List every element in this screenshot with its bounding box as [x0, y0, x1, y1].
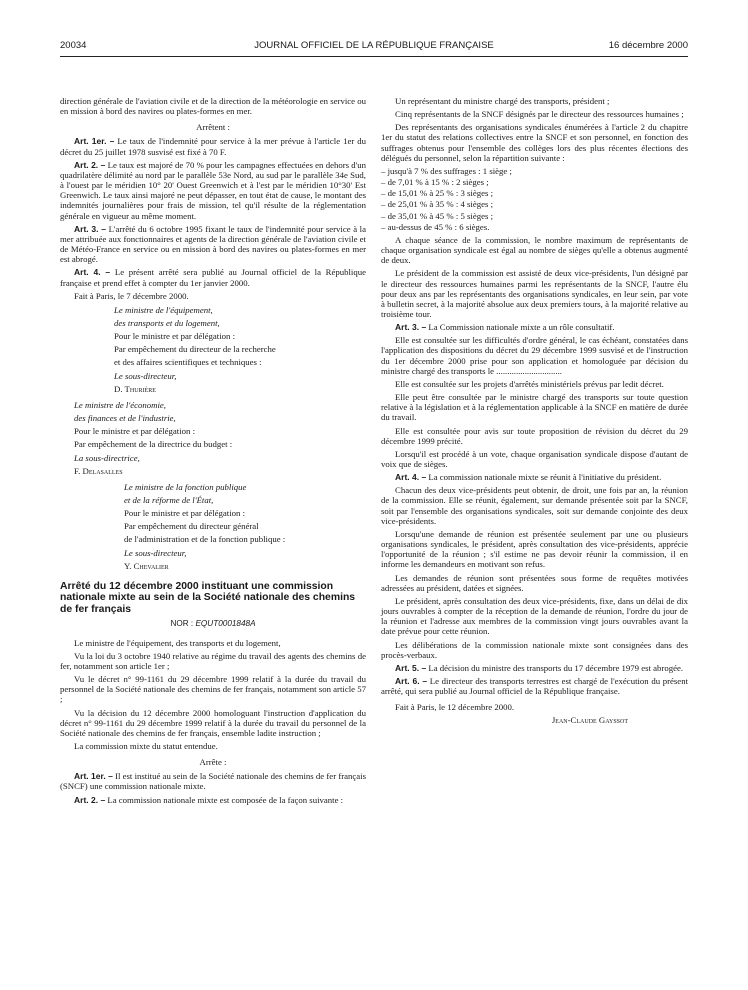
- signatory-name: F. Delasalles: [74, 465, 123, 476]
- composition-president: Un représentant du ministre chargé des transports, président ;: [395, 96, 610, 106]
- decree-article-2: Art. 2. – La commission nationale mixte est composée de la façon suivante :: [74, 794, 344, 805]
- article-2: Art. 2. – Le taux est majoré de 70 % pour les campagnes effectuées en dehors d'un quadrilatère délimité au nord par le parallèle 53e Nord, au sud par le parallèle 34e Sud, à l'ouest par le méridien 10° 20' Ouest Greenwich et à l'est par le méridien 10°30' Est Greenwich. Le taux ainsi majoré ne peut dépasser, en tout état de cause, le montant des indemnités journalières pour frais de mission, tel qu'il résulte de la réglementation générale en vigueur au même moment.: [60, 159, 367, 221]
- decree-article-4: Art. 4. – La commission nationale mixte se réunit à l'initiative du président.: [395, 472, 662, 483]
- visa-loi: Vu la loi du 3 octobre 1940 relative au régime du travail des agents des chemins de fer, notamment son article 1er ;: [60, 650, 366, 671]
- journal-title: JOURNAL OFFICIEL DE LA RÉPUBLIQUE FRANÇAISE: [254, 40, 494, 51]
- decree-article-6: Art. 6. – Le directeur des transports terrestres est chargé de l'exécution du présent arrêté, qui sera publié au Journal officiel de la République française.: [381, 675, 688, 697]
- signature-block-3: Le ministre de la fonction publique et de la réforme de l'État, Pour le ministre et par délégation : Par empêchement du directeur général de l'administration et de la fonction publique : Le sous-directeur, Y. Chevalier: [110, 482, 366, 571]
- article-3: Art. 3. – L'arrêté du 6 octobre 1995 fixant le taux de l'indemnité pour service à la mer attribuée aux fonctionnaires et agents de la direction générale de l'aviation civile et de Météo-France en service ou en mission à bord des navires ou plates-formes en mer est abrogé.: [60, 223, 366, 265]
- decree-title: Arrêté du 12 décembre 2000 instituant une commission nationale mixte au sein de la Société nationale des chemins de fer français: [60, 580, 356, 615]
- composition-syndicats: Des représentants des organisations syndicales énumérées à l'article 2 du chapitre 1er du statut des relations collectives entre la SNCF et son personnel, en fonction des suffrages obtenus pour l'ensemble des collèges lors des plus récentes élections des délégués du personnel, selon la répartition suivante :: [381, 122, 688, 163]
- list-item: – de 35,01 % à 45 % : 5 sièges ;: [381, 210, 494, 221]
- paragraph: A chaque séance de la commission, le nombre maximum de représentants de chaque organisation syndicale est égal au nombre de sièges qu'elle a obtenus augmenté de deux.: [381, 234, 688, 266]
- fait-a-paris-2: Fait à Paris, le 12 décembre 2000.: [395, 702, 515, 713]
- nor-reference: NOR : EQUT0001848A: [170, 619, 256, 629]
- visa-commission: La commission mixte du statut entendue.: [74, 741, 218, 751]
- page-header: [60, 40, 688, 54]
- issue-date: 16 décembre 2000: [608, 40, 688, 51]
- signature-block-2: Le ministre de l'économie, des finances et de l'industrie, Pour le ministre et par délégation : Par empêchement de la directrice du budget : La sous-directrice, F. Delasalles: [60, 400, 236, 476]
- seat-distribution-list: [381, 166, 688, 232]
- article-4: Art. 4. – Le présent arrêté sera publié au Journal officiel de la République française et prend effet à compter du 1er janvier 2000.: [60, 267, 366, 288]
- visa-decret: Vu le décret n° 99-1161 du 29 décembre 1999 relatif à la durée du travail du personnel de la Société nationale des chemins de fer français, notamment son article 57 ;: [60, 674, 366, 705]
- list-item: – de 7,01 % à 15 % : 2 sièges ;: [381, 177, 489, 188]
- paragraph: Lorsqu'il est procédé à un vote, chaque organisation syndicale dispose d'autant de voix que de sièges.: [381, 448, 688, 469]
- paragraph: Elle est consultée sur les difficultés d'ordre général, le cas échéant, constatées dans l'application des dispositions du décret du 29 décembre 1999 susvisé et de l'instruction du 1er décembre 2000 prise pour son application et homologuée par décision du ministre chargé des transports le ..............................: [381, 335, 688, 376]
- paragraph: Le président, après consultation des deux vice-présidents, fixe, dans un délai de dix jours ouvrables à compter de la réception de la demande de réunion, l'ordre du jour de la réunion et l'adresse aux membres de la commission vingt jours ouvrables avant la date prévue pour cette réunion.: [381, 595, 688, 637]
- arretent-heading: Arrêtent :: [196, 122, 230, 133]
- minister-signature: Jean-Claude Gayssot: [551, 715, 628, 726]
- page-number: 20034: [60, 40, 87, 51]
- paragraph: Chacun des deux vice-présidents peut obtenir, de droit, une fois par an, la réunion de la commission. Elle se réunit, également, sur demande présentée soit par la SNCF, soit par l'ensemble des organisations syndicales, soit sur demande conjointe des deux vice-présidents.: [381, 485, 688, 526]
- list-item: – de 25,01 % à 35 % : 4 sièges ;: [381, 199, 494, 210]
- visa-minister: Le ministre de l'équipement, des transports et du logement,: [74, 637, 281, 648]
- right-column: [381, 96, 688, 729]
- arrete-heading: Arrête :: [199, 757, 227, 768]
- decree-article-3: Art. 3. – La Commission nationale mixte a un rôle consultatif.: [395, 322, 615, 333]
- paragraph: Elle peut être consultée par le ministre chargé des transports sur toute question relative à la législation et à la réglementation applicable à la SNCF en matière de durée du travail.: [381, 392, 688, 423]
- paragraph: Elle est consultée pour avis sur toute proposition de révision du décret du 29 décembre 1999 précité.: [381, 425, 688, 446]
- signatory-name: Y. Chevalier: [124, 560, 169, 571]
- list-item: – de 15,01 % à 25 % : 3 sièges ;: [381, 188, 494, 199]
- list-item: – au-dessus de 45 % : 6 sièges.: [381, 221, 490, 232]
- article-1: Art. 1er. – Le taux de l'indemnité pour service à la mer prévue à l'article 1er du décret du 25 juillet 1978 susvisé est fixé à 70 F.: [60, 136, 366, 157]
- paragraph: Les demandes de réunion sont présentées sous forme de requêtes motivées adressées au président, datées et signées.: [381, 572, 688, 593]
- paragraph: Les délibérations de la commission nationale mixte sont consignées dans des procès-verbaux.: [381, 639, 688, 660]
- list-item: – jusqu'à 7 % des suffrages : 1 siège ;: [381, 165, 512, 176]
- left-column: [60, 96, 366, 808]
- fait-a-paris: Fait à Paris, le 7 décembre 2000.: [74, 290, 189, 301]
- intro-paragraph: direction générale de l'aviation civile et de la direction de la météorologie en service ou en mission à bord des navires ou plates-formes en mer.: [60, 96, 366, 117]
- decree-article-5: Art. 5. – La décision du ministre des transports du 17 décembre 1979 est abrogée.: [395, 662, 684, 673]
- signature-block-1: Le ministre de l'équipement, des transports et du logement, Pour le ministre et par délégation : Par empêchement du directeur de la recherche et des affaires scientifiques et techniques : Le sous-directeur, D. Thurière: [100, 305, 366, 394]
- signatory-name: D. Thurière: [114, 383, 156, 394]
- paragraph: Le président de la commission est assisté de deux vice-présidents, l'un désigné par le directeur des ressources humaines parmi les représentants de la SNCF, l'autre élu pour deux ans par les représentants des organisations syndicales, en leur sein, par vote à bulletin secret, à la majorité absolue aux deux premiers tours, à la majorité relative au troisième tour.: [381, 268, 688, 319]
- visa-decision: Vu la décision du 12 décembre 2000 homologuant l'instruction d'application du décret n° 99-1161 du 29 décembre 1999 relatif à la durée du travail du personnel de la Société nationale des chemins de fer français, ensemble ladite instruction ;: [60, 707, 366, 738]
- composition-sncf: Cinq représentants de la SNCF désignés par le directeur des ressources humaines ;: [395, 109, 684, 120]
- decree-article-1: Art. 1er. – Il est institué au sein de la Société nationale des chemins de fer français (SNCF) une commission nationale mixte.: [60, 771, 367, 792]
- paragraph: Elle est consultée sur les projets d'arrêtés ministériels prévus par ledit décret.: [395, 378, 664, 389]
- paragraph: Lorsqu'une demande de réunion est présentée seulement par une ou plusieurs organisations syndicales, le président, après consultation des vice-présidents, apprécie l'opportunité de la réunion ; s'il estime ne pas devoir réunir la commission, il en informe les demandeurs en motivant son refus.: [381, 528, 688, 570]
- header-rule: [60, 56, 688, 57]
